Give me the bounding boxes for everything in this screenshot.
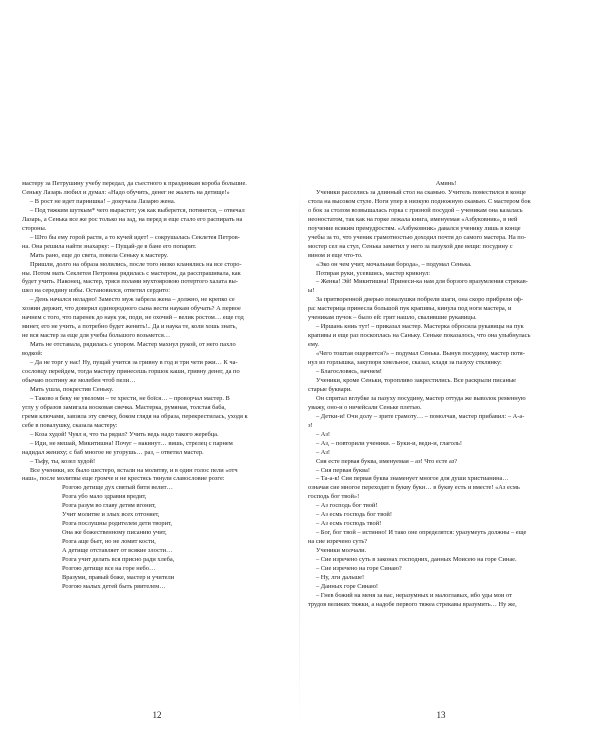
text-line: – День начался неладно! Заместо муж забрела жена – должно, не крепко се xyxy=(30,296,235,304)
text-line: обычаю полтину же молебен чтоб пели… xyxy=(22,376,136,384)
text-line: Розга послушны родителем дети творит, xyxy=(62,520,172,528)
text-line: поучение всяким премудростям. «Азбуковник» давался ученику лишь в конце xyxy=(308,224,521,232)
text-line: Розга разум во главу детям вгонит, xyxy=(62,502,156,510)
text-line: – Та-а-к! Сия первая буква знаменует многое для души христианина… xyxy=(316,475,509,483)
right-page xyxy=(308,180,584,690)
text-line: гремя ключами, завзяла эту свечку, боком глядя на образа, перекрестилась, уходя к xyxy=(22,412,248,420)
text-line: Сия есте первая буква, именуемая – аз! Что есте аз? xyxy=(316,457,458,465)
text-line: будет учить. Наконец, мастер, тряся полами мухтояровою потертого халата вы- xyxy=(22,278,238,286)
text-line: начнем с того, что паренек до наук уж, поди, не охочий – велик ростом… еще год xyxy=(22,314,244,322)
text-line: надидал жениху; с баб многое не угорушь… раз, – ответил мастер. xyxy=(22,448,204,456)
text-line: неоностатом, так как на горке лежала книга, именуемая «Азбуковник», в ней xyxy=(308,215,518,223)
text-line: хозяин держит, что доверил единородного сына вести наукам обучать? А первое xyxy=(22,305,241,313)
text-line: углу у образов замигала восковая свечка. Мастерка, румяная, толстая баба, xyxy=(22,403,226,411)
text-line: о бок за столом возвышалась горка с грязной посудой – ученикам она казалась xyxy=(308,206,523,214)
text-line: Потирая руки, усевшись, мастер крикнул: xyxy=(316,269,431,277)
text-line: – Благословясь, начнем! xyxy=(316,368,382,376)
text-line: «Эко он чем учит, мочальная борода», – подумал Сенька. xyxy=(316,260,472,268)
text-line: Розга аще бьет, но не ломит кости, xyxy=(62,538,156,546)
text-line: ы! xyxy=(308,287,315,295)
text-line: – Што бы ему горой расти, а то кучей идет! – сокрушалась Секлетея Петров- xyxy=(30,233,240,241)
text-line: За притворенной дверью повалушки побрели шаги, она скоро прибрели оф- xyxy=(316,296,524,304)
text-line: – Бог, бог твой – истинно! И тако оне определятся: уразумеуть должны – еще xyxy=(316,529,527,537)
text-line: А детище отставляет от всякие злости… xyxy=(62,547,173,555)
text-line: – Коза худой! Чуял я, что ты рядил? Учить ведь надо такого жеребца. xyxy=(30,430,219,438)
text-line: – Иршань книь тут! – приказал мастер. Мастерка обросила рукавицы на пук xyxy=(316,323,524,331)
text-line: старые буквари. xyxy=(308,385,352,393)
text-line: – Аз есмь господь бог твой! xyxy=(316,511,392,519)
text-line: з! xyxy=(308,421,313,429)
text-line: – Тьфу, ты, козел худой! xyxy=(30,457,96,465)
text-line: не вся мастер за еще для учебы большого возьмется… xyxy=(22,332,171,340)
text-line: нул из горлышка, закупоря хмельное, сказал, кладя за пазуху стклянку: xyxy=(308,359,502,367)
left-page-number: 12 xyxy=(152,710,162,720)
text-line: минет, его не учить, а потребно будет женить!.. Да и наука те, коли хошь знать, xyxy=(22,323,237,331)
left-page xyxy=(22,180,298,690)
text-line: Аминь! xyxy=(435,180,457,187)
text-line: – Аз, – повторили ученики. – Буки-и, веди-и, глаголь! xyxy=(316,439,462,447)
text-line: Пришли, долго на образа молились, после того низко кланялись на все сторо- xyxy=(30,260,242,268)
text-line: Вразуми, правый боже, мастер и учители xyxy=(62,573,175,581)
page-gutter xyxy=(299,170,300,730)
text-line: Сеньку Лазарь любил и думал: «Надо обучить, денег не жалеть на детище!» xyxy=(22,188,230,196)
text-line: ученикам пучок – было ей: грит нашло, свалившие рукавицы. xyxy=(308,314,477,322)
text-line: трудов великих тяжки, а надобе первого тяжеа стрекавы вразумить… Ну же, xyxy=(308,600,517,608)
text-line: ра: мастерица принесла большой пук крапивы, кинула под ноги мастера, и xyxy=(308,305,512,313)
text-line: Розга убо мало здравия вредит, xyxy=(62,493,147,501)
text-line: стола на высоком стуле. Ноги упер в низкую подножную скамью. С мастером бок xyxy=(308,197,531,205)
text-line: на. Она решила найти знахарку: – Пущай-де в бане его попарит. xyxy=(22,242,197,250)
text-line: мастеру за Петрушину учебу передал, да съестного к праздникам короба большие. xyxy=(22,180,247,187)
text-line: крапивы и еще раз поскоплась на Саньку. Сеньке показалось, что она улыбнулась xyxy=(308,332,531,340)
text-line: – Детки-и! Очн долу – зрите грамоту… – помолчав, мастер прибавил: – А-а- xyxy=(316,412,525,420)
text-line: – Сие изречено суть в законах господних, данных Моисею на горе Синае. xyxy=(316,556,517,564)
text-line: мостер сел на стул, Сенька заметил у него за пазухой две вещи: посудину с xyxy=(308,242,513,250)
text-line: Ученики, кроме Сеньки, торопливо закрестились. Все раскрыли писаные xyxy=(316,376,516,384)
text-line: – Женка! Эй! Микитишна! Принеси-ка нам для борзого вразумления стрекав- xyxy=(316,278,528,286)
text-line: – Сие изречено на горе Синаю? xyxy=(316,564,402,572)
text-line: Розга учит делать вся присно ради хлеба, xyxy=(62,556,175,564)
text-line: Все ученики, их было шестеро, встали на молитву, и в один голос пели «отч xyxy=(30,466,238,474)
text-line: – Аз! xyxy=(316,430,331,438)
text-line: стороны. xyxy=(22,224,47,232)
text-line: шел на середину избы. Остановился, ответил сердито: xyxy=(22,287,170,295)
text-line: Мать ушла, покрестив Сеньку. xyxy=(30,385,114,393)
text-line: – Под тяжким шуткым* чего вырастет; уж как выберется, потянется, – отвечал xyxy=(30,206,245,214)
text-line: – Иди, не мешай, Микитишна! Почуг – накинут… вишь, стрелец с парнем xyxy=(30,439,233,447)
text-line: – Аз! xyxy=(316,448,331,456)
text-line: означая сие многое переходит в букву букн… в букву есть и вместе! «Аз есмь xyxy=(308,484,520,492)
text-line: – Сия первая буква! xyxy=(316,466,370,474)
text-line: на сие изречено суть? xyxy=(308,538,368,546)
text-line: – Аз есмь господь твой! xyxy=(316,520,382,528)
text-line: Мать рано, еще до света, повела Сеньку к мастеру. xyxy=(30,251,168,259)
text-line: – Гнев божий на меня за вас, неразумных и малоглавых, ибо уды мои от xyxy=(316,591,512,599)
text-line: вином и еще что-то. xyxy=(308,251,363,259)
text-line: сословцу перейдем, тогда мастеру принесешь горшок каши, гривну денег, да по xyxy=(22,368,240,376)
right-page-number: 13 xyxy=(436,710,446,720)
text-line: – Данных горе Синаю! xyxy=(316,582,379,590)
text-line: Ученики расселись за длинный стол на скамью. Учитель поместился в конце xyxy=(316,188,526,196)
text-line: Он спрятал вглубке за пазуху посудину, мастер оттуда же выволок ременную xyxy=(316,394,526,402)
text-line: господь бог твой»! xyxy=(308,493,360,501)
text-line: Ученики молчали. xyxy=(316,547,367,555)
text-line: Она же божественному писанию учит, xyxy=(62,529,167,537)
text-line: Лазарь, а Сенька все же рос только на зад, на перед и еще стало его распирать на xyxy=(22,215,243,223)
text-line: ему. xyxy=(308,341,320,349)
text-line: Мать не отставала, рядилась с упором. Мастер махнул рукой, от него пахло xyxy=(30,341,236,349)
text-line: – В рост не идет парнишка! – докучала Лазарю жена. xyxy=(30,197,176,205)
text-line: наш», после молитвы еще громче и не крестясь тянули славословие розге: xyxy=(22,475,225,483)
text-line: уважу, оно-и о ничейсали Сеньке плетью. xyxy=(308,403,422,411)
text-line: Учит молитве и злых всех отгоняет, xyxy=(62,511,160,519)
text-line: Розгою малых детей быть рвителем… xyxy=(62,582,166,590)
text-line: – Таково я беку не увеломи – те хрести, не боїся… – проворчал мастер. В xyxy=(30,394,230,402)
text-line: – Да не торг у нас! Ну, пущай учится за гривну в год и три чети ржи… К ча- xyxy=(30,359,238,367)
text-line: водкой: xyxy=(22,350,43,358)
text-line: Розгою детище все на горе небо… xyxy=(62,564,156,572)
text-line: Розгою детище дух святый бити велит… xyxy=(62,484,173,492)
text-line: ны. Потом мать Секлетея Петровна рядилась с мастером, да расспрашивала, как xyxy=(22,269,241,277)
text-line: себе в повалушку, сказала мастеру: xyxy=(22,421,118,429)
text-line: «Чего тоштая ощеряется?» – подумал Сенька. Вынув посудину, мастер потя- xyxy=(316,350,525,358)
text-line: – Ну, лги дальше! xyxy=(316,573,365,581)
text-line: – Аз господь бог твой! xyxy=(316,502,378,510)
text-line: учебы за то, что ученик грамотностью доходил почти до самого мастера. На по- xyxy=(308,233,527,241)
